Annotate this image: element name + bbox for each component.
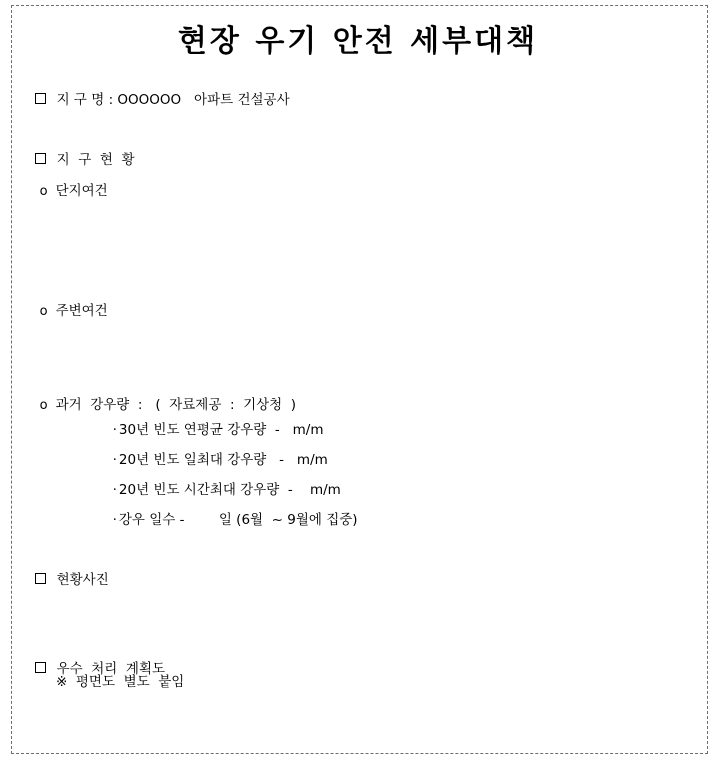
drainage-plan-label: 우수 처리 계획도 [56,661,166,677]
checkbox-square-icon [35,93,46,104]
drainage-plan-note: ※ 평면도 별도 붙임 [56,674,185,690]
rainfall-item-text: 30년 빈도 연평균 강우량 - m/m [118,422,324,438]
checkbox-square-icon [35,153,46,164]
rainfall-item-text: 20년 빈도 시간최대 강우량 - m/m [118,482,341,498]
surroundings-item [31,284,108,321]
rainfall-item-text: 강우 일수 - 일 (6월 ~ 9월에 집중) [118,512,358,528]
checkbox-square-icon [35,573,46,584]
complex-conditions-label: 단지여건 [55,183,108,199]
dot-icon: · [112,482,117,498]
bullet-icon: o [39,398,48,413]
dot-icon: · [112,452,117,468]
district-name-line [26,73,290,109]
site-photos-label: 현황사진 [56,572,109,588]
checkbox-square-icon [35,662,46,673]
document-title: 현장 우기 안전 세부대책 [177,24,539,59]
dot-icon: · [112,512,117,528]
surroundings-label: 주변여건 [55,303,108,319]
district-status-label: 지 구 현 황 [56,152,135,168]
rainfall-item-text: 20년 빈도 일최대 강우량 - m/m [118,452,328,468]
dot-icon: · [112,422,117,438]
site-photos-heading [26,553,109,589]
bullet-icon: o [39,184,48,199]
rainfall-list-item [104,493,358,529]
complex-conditions-item [31,164,108,201]
bullet-icon: o [39,304,48,319]
district-name: 지 구 명 : OOOOOO 아파트 건설공사 [56,92,290,108]
past-rainfall-heading: 과거 강우량 : ( 자료제공 : 기상청 ) [55,397,297,413]
